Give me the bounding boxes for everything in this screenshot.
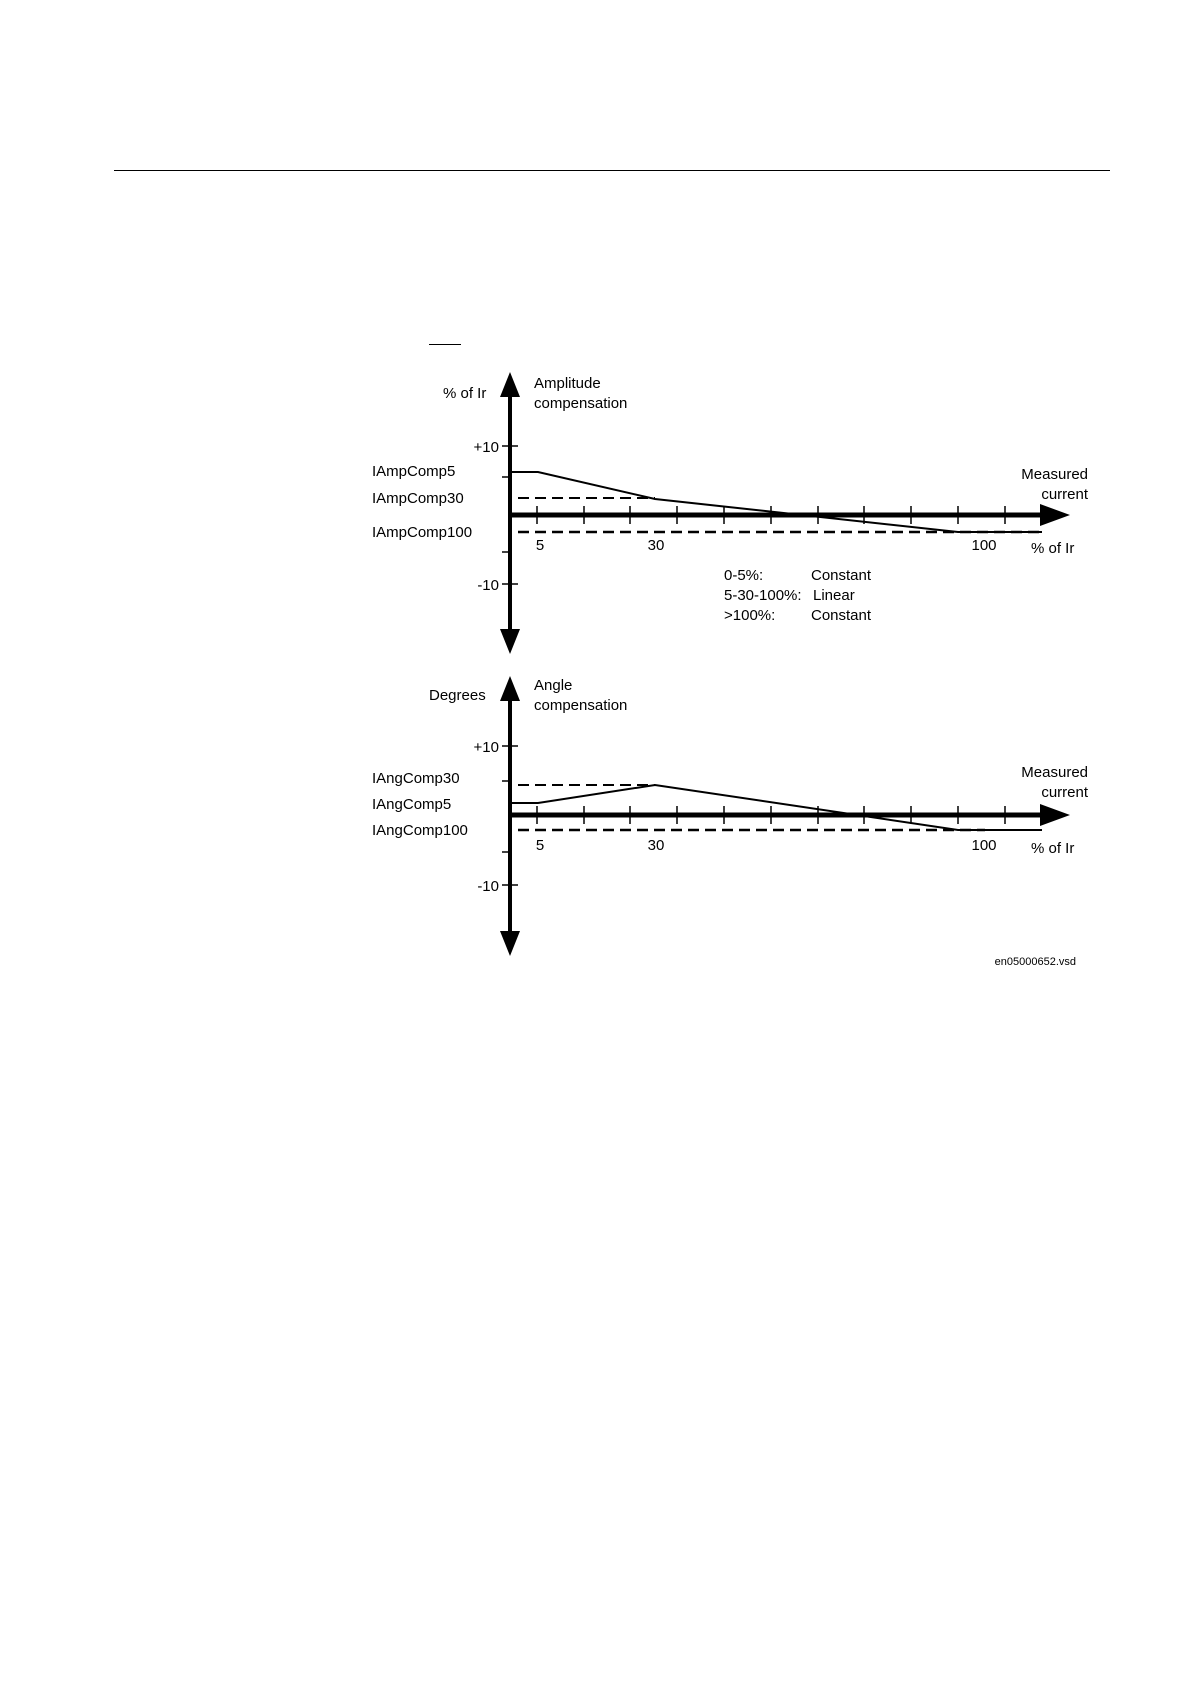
angle-x-arrow <box>1040 804 1070 826</box>
angle-y-arrow-down <box>500 931 520 956</box>
angle-compensation-curve <box>510 785 1042 830</box>
amplitude-label-comp100: IAmpComp100 <box>372 524 473 541</box>
angle-label-comp5: IAngComp5 <box>372 796 452 813</box>
amplitude-label-comp5: IAmpComp5 <box>372 463 456 480</box>
amplitude-x-title-line1: Measured <box>1021 466 1088 483</box>
amplitude-compensation-curve <box>510 472 1042 532</box>
legend-range: >100%: <box>724 607 776 624</box>
amplitude-x-arrow <box>1040 504 1070 526</box>
amplitude-legend <box>724 567 872 624</box>
angle-y-unit: Degrees <box>429 687 486 704</box>
angle-x-unit: % of Ir <box>1031 840 1075 857</box>
legend-mode: Linear <box>813 587 855 604</box>
angle-chart <box>372 676 1089 956</box>
amplitude-y-arrow-up <box>500 372 520 397</box>
amplitude-x-title-line2: current <box>1041 486 1088 503</box>
file-reference: en05000652.vsd <box>994 956 1076 968</box>
amplitude-y-tick-label-pos: +10 <box>473 439 499 456</box>
amplitude-label-comp30: IAmpComp30 <box>372 490 464 507</box>
angle-title-line1: Angle <box>534 677 573 694</box>
amplitude-x-tick-label: 5 <box>535 537 545 554</box>
amplitude-x-tick-label: 100 <box>971 537 997 554</box>
amplitude-title-line2: compensation <box>534 395 628 412</box>
amplitude-x-tick-label: 30 <box>647 537 665 554</box>
angle-x-tick-label: 30 <box>647 837 665 854</box>
amplitude-title-line1: Amplitude <box>534 375 601 392</box>
angle-label-comp100: IAngComp100 <box>372 822 468 839</box>
amplitude-x-unit: % of Ir <box>1031 540 1075 557</box>
angle-title-line2: compensation <box>534 697 628 714</box>
amplitude-y-unit: % of Ir <box>443 385 487 402</box>
legend-mode: Constant <box>811 607 872 624</box>
angle-y-tick-label-pos: +10 <box>473 739 499 756</box>
amplitude-y-tick-label-neg: -10 <box>477 577 499 594</box>
angle-y-arrow-up <box>500 676 520 701</box>
angle-label-comp30: IAngComp30 <box>372 770 460 787</box>
legend-range: 5-30-100%: <box>724 587 802 604</box>
angle-x-tick-label: 5 <box>535 837 545 854</box>
angle-x-title-line1: Measured <box>1021 764 1088 781</box>
amplitude-chart <box>372 372 1089 654</box>
legend-range: 0-5%: <box>724 567 764 584</box>
amplitude-y-arrow-down <box>500 629 520 654</box>
angle-x-title-line2: current <box>1041 784 1088 801</box>
legend-mode: Constant <box>811 567 872 584</box>
angle-y-tick-label-neg: -10 <box>477 878 499 895</box>
angle-x-tick-label: 100 <box>971 837 997 854</box>
